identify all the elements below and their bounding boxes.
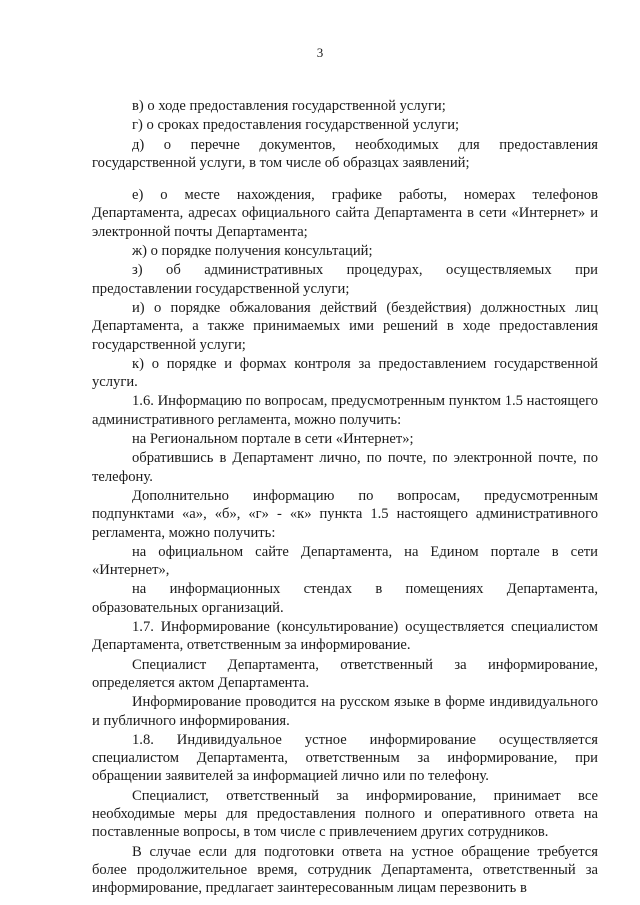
paragraph-contact-department: обратившись в Департамент лично, по почте, по электронной почте, по телефону.: [92, 450, 598, 485]
paragraph-item-d: д) о перечне документов, необходимых для предоставления государственной услуги, в том числе об образцах заявлений;: [92, 136, 598, 171]
paragraph-item-v: в) о ходе предоставления государственной услуги;: [132, 98, 446, 114]
paragraph-item-z: з) об административных процедурах, осуществляемых при предоставлении государственной услуги;: [92, 262, 598, 297]
paragraph-additional-info: Дополнительно информацию по вопросам, предусмотренным подпунктами «а», «б», «г» - «к» пункта 1.5 настоящего административного регламента, можно получить:: [92, 487, 598, 541]
paragraph-item-zh: ж) о порядке получения консультаций;: [132, 243, 373, 260]
paragraph-official-site: на официальном сайте Департамента, на Едином портале в сети «Интернет»,: [92, 543, 598, 579]
paragraph-1-6: 1.6. Информацию по вопросам, предусмотренным пунктом 1.5 настоящего административного регламента, можно получить:: [92, 393, 598, 428]
paragraph-specialist-defined: Специалист Департамента, ответственный за информирование, определяется актом Департамента.: [92, 656, 598, 691]
paragraph-longer-time: В случае если для подготовки ответа на устное обращение требуется более продолжительное время, сотрудник Департамента, ответственный за информирование, предлагает заинтересованным лицам перезвонить в: [92, 843, 598, 897]
page-number: 3: [316, 45, 324, 60]
paragraph-specialist-measures: Специалист, ответственный за информирование, принимает все необходимые меры для предоставления полного и оперативного ответа на поставленные вопросы, в том числе с привлечением других сотрудников.: [92, 787, 598, 841]
paragraph-language: Информирование проводится на русском языке в форме индивидуального и публичного информирования.: [92, 694, 598, 729]
paragraph-1-8: 1.8. Индивидуальное устное информирование осуществляется специалистом Департамента, ответственным за информирование, при обращении заявителей за информацией лично или по телефону.: [92, 731, 598, 785]
paragraph-info-stands: на информационных стендах в помещениях Департамента, образовательных организаций.: [92, 581, 598, 616]
paragraph-item-k: к) о порядке и формах контроля за предоставлением государственной услуги.: [92, 355, 598, 391]
paragraph-item-i: и) о порядке обжалования действий (бездействия) должностных лиц Департамента, а также принимаемых ими решений в ходе предоставления государственной услуги;: [92, 299, 598, 353]
document-body: [92, 97, 598, 898]
paragraph-item-e: е) о месте нахождения, графике работы, номерах телефонов Департамента, адресах официального сайта Департамента в сети «Интернет» и электронной почты Департамента;: [92, 187, 598, 240]
paragraph-1-7: 1.7. Информирование (консультирование) осуществляется специалистом Департамента, ответственным за информирование.: [92, 619, 598, 654]
paragraph-item-g: г) о сроках предоставления государственной услуги;: [132, 117, 460, 134]
paragraph-regional-portal: на Региональном портале в сети «Интернет»;: [132, 431, 414, 448]
